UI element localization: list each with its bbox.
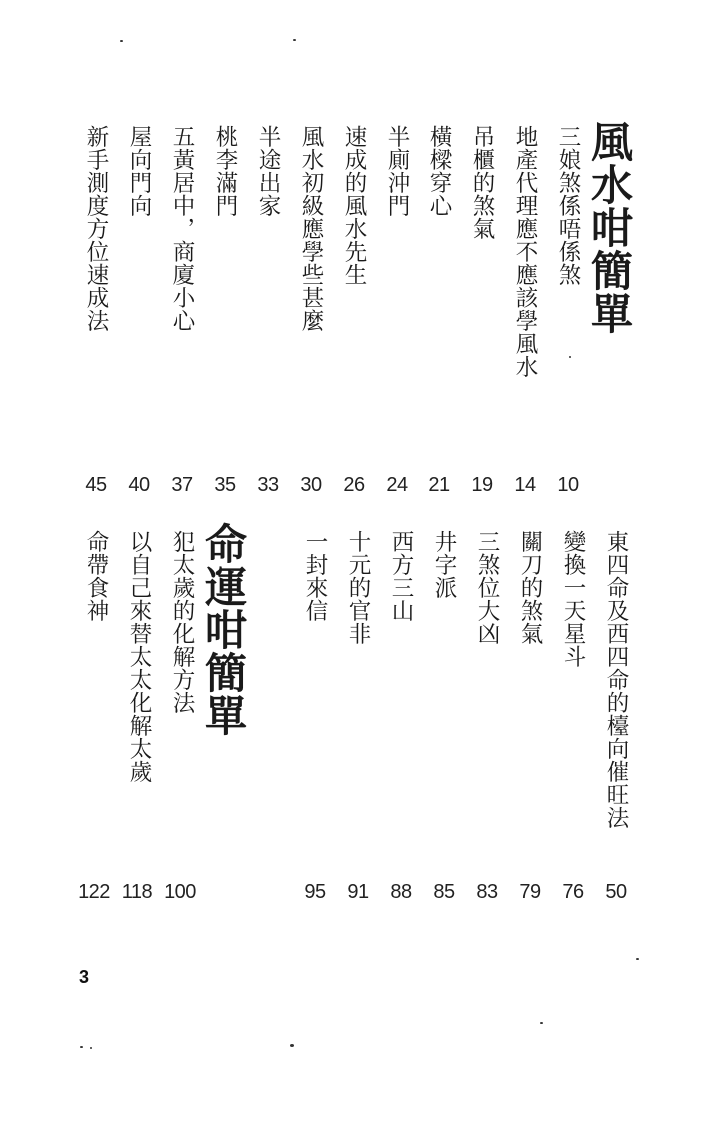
page-number: 30 — [300, 474, 322, 496]
section-title-destiny: 命運咁簡單 — [199, 522, 248, 737]
toc-entry[interactable] — [79, 125, 113, 332]
page-number: 95 — [304, 881, 326, 903]
toc-entry[interactable] — [294, 125, 328, 332]
folio-page-number: 3 — [79, 967, 90, 987]
toc-entry[interactable] — [79, 530, 113, 622]
toc-entry[interactable] — [384, 530, 418, 622]
toc-entry-title: 東四命及西四命的檯向催旺法 — [603, 530, 629, 829]
toc-entry[interactable] — [341, 530, 375, 645]
page-number: 79 — [519, 881, 541, 903]
page-number: 100 — [164, 881, 196, 903]
toc-entry[interactable] — [422, 125, 456, 217]
toc-entry-title: 十元的官非 — [345, 530, 371, 645]
page-number: 21 — [428, 474, 450, 496]
toc-entry[interactable] — [465, 125, 499, 240]
scan-speck — [636, 958, 639, 960]
page-number: 118 — [121, 881, 153, 903]
toc-entry-title: 風水初級應學些甚麼 — [298, 125, 324, 332]
toc-entry-title: 五黃居中，商廈小心 — [169, 125, 195, 332]
toc-entry[interactable] — [599, 530, 633, 829]
toc-entry[interactable] — [208, 125, 242, 217]
toc-entry[interactable] — [556, 530, 590, 668]
scan-speck — [293, 39, 296, 41]
toc-entry-title: 一封來信 — [302, 530, 328, 622]
scan-speck — [120, 40, 123, 42]
toc-entry-title: 關刀的煞氣 — [517, 530, 543, 645]
page-number: 37 — [171, 474, 193, 496]
page-number: 14 — [514, 474, 536, 496]
scan-speck — [540, 1022, 543, 1024]
toc-entry-title: 井字派 — [431, 530, 457, 599]
toc-entry[interactable] — [337, 125, 371, 286]
toc-entry-title: 犯太歲的化解方法 — [169, 530, 195, 714]
toc-entry-title: 以自己來替太太化解太歲 — [126, 530, 152, 783]
toc-entry-title: 橫樑穿心 — [426, 125, 452, 217]
toc-entry[interactable] — [427, 530, 461, 599]
toc-entry-title: 速成的風水先生 — [341, 125, 367, 286]
page-number: 83 — [476, 881, 498, 903]
toc-entry[interactable] — [165, 125, 199, 332]
toc-entry-title: 命帶食神 — [83, 530, 109, 622]
page-number: 24 — [386, 474, 408, 496]
page-number: 85 — [433, 881, 455, 903]
section-heading — [585, 120, 634, 335]
toc-entry[interactable] — [470, 530, 504, 645]
page-number: 76 — [562, 881, 584, 903]
toc-entry-title: 吊櫃的煞氣 — [469, 125, 495, 240]
page-number: 122 — [78, 881, 110, 903]
page-number: 26 — [343, 474, 365, 496]
toc-entry-title: 地產代理應不應該學風水 — [512, 125, 538, 378]
scan-speck — [290, 1044, 294, 1047]
section-title-fengshui: 風水咁簡單 — [585, 120, 634, 335]
toc-entry[interactable] — [508, 125, 542, 378]
page-number: 45 — [85, 474, 107, 496]
page-number: 10 — [557, 474, 579, 496]
page-number: 50 — [605, 881, 627, 903]
page-number: 35 — [214, 474, 236, 496]
toc-entry[interactable] — [551, 125, 585, 286]
scan-speck — [569, 356, 571, 358]
toc-entry-title: 桃李滿門 — [212, 125, 238, 217]
toc-entry-title: 三娘煞係唔係煞 — [555, 125, 581, 286]
page-number: 88 — [390, 881, 412, 903]
toc-entry-title: 三煞位大凶 — [474, 530, 500, 645]
page-number: 91 — [347, 881, 369, 903]
toc-entry-title: 變換一天星斗 — [560, 530, 586, 668]
toc-entry-title: 半途出家 — [255, 125, 281, 217]
toc-entry[interactable] — [298, 530, 332, 622]
scan-speck — [90, 1047, 92, 1049]
toc-entry[interactable] — [122, 530, 156, 783]
page-number: 19 — [471, 474, 493, 496]
section-heading — [199, 522, 248, 737]
toc-entry-title: 西方三山 — [388, 530, 414, 622]
toc-entry-title: 新手測度方位速成法 — [83, 125, 109, 332]
toc-entry[interactable] — [380, 125, 414, 217]
toc-entry[interactable] — [513, 530, 547, 645]
toc-entry-title: 屋向門向 — [126, 125, 152, 217]
scan-speck — [80, 1046, 83, 1048]
toc-entry[interactable] — [165, 530, 199, 714]
toc-entry[interactable] — [122, 125, 156, 217]
toc-entry[interactable] — [251, 125, 285, 217]
page-number: 33 — [257, 474, 279, 496]
page-number: 40 — [128, 474, 150, 496]
toc-entry-title: 半廁沖門 — [384, 125, 410, 217]
